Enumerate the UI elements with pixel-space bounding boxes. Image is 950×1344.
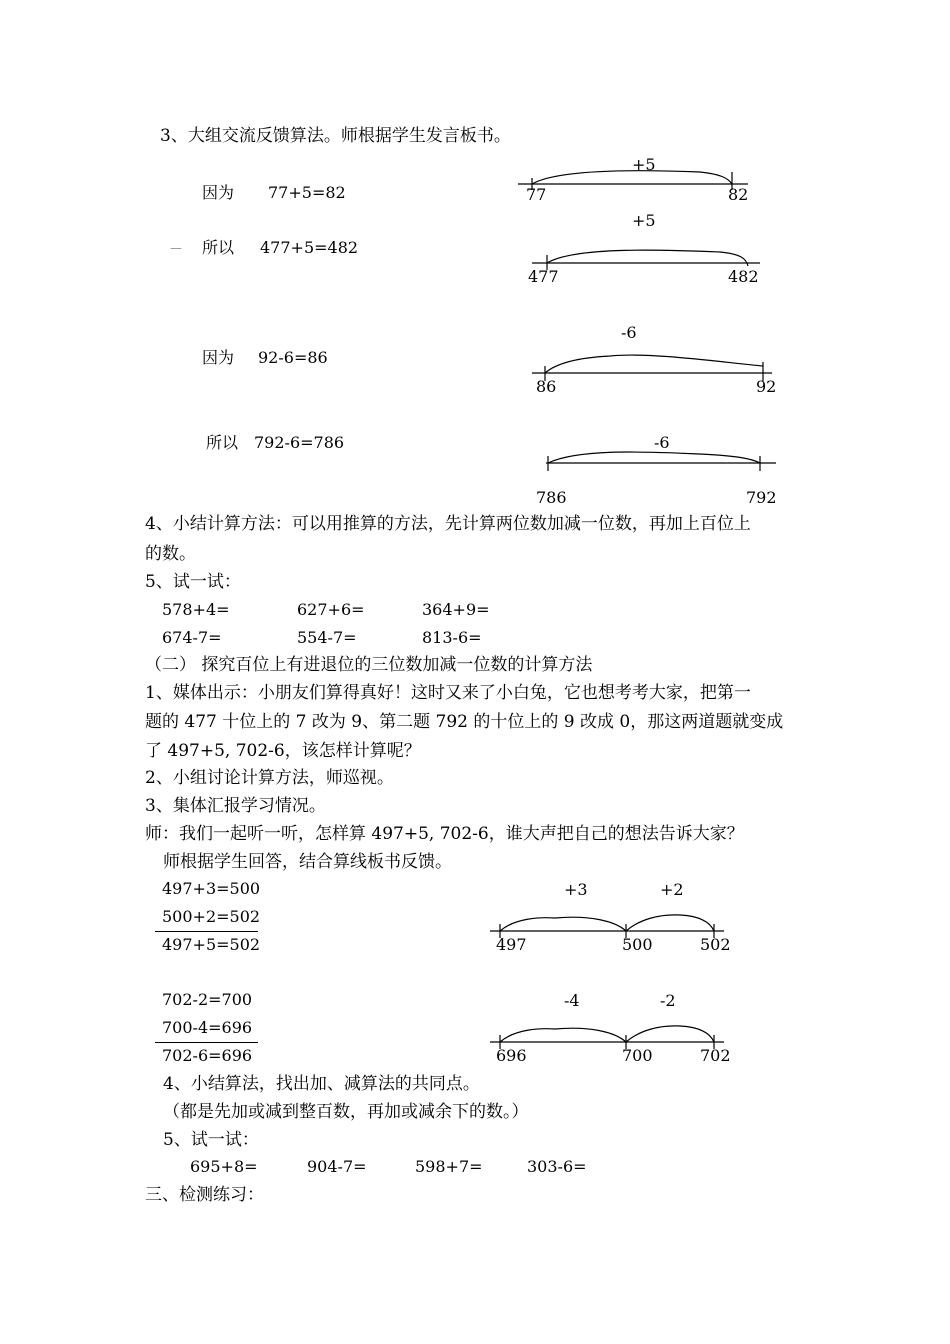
row1-word: 因为 (202, 183, 235, 202)
calcB-rule (155, 1042, 258, 1043)
number-line-786-792 (536, 433, 777, 507)
summary-method-line1: 4、小结计算方法：可以用推算的方法，先计算两位数加减一位数，再加上百位上 (145, 514, 751, 534)
nlA-tick3: 502 (700, 935, 731, 954)
summary-try-a: 695+8= (190, 1157, 258, 1176)
try-r1-c: 364+9= (422, 600, 490, 619)
nlB-tick1: 696 (496, 1046, 527, 1065)
nl2-right: 482 (728, 267, 759, 286)
nl1-op: +5 (632, 155, 656, 174)
number-line-86-92 (532, 323, 776, 396)
calcB-line2: 700-4=696 (162, 1018, 253, 1037)
try-heading: 5、试一试： (145, 572, 241, 592)
nlA-op1: +3 (564, 880, 588, 899)
nlB-op2: -2 (660, 991, 676, 1010)
part2-heading: （二） 探究百位上有进退位的三位数加减一位数的计算方法 (145, 655, 593, 675)
summary-p4b: （都是先加或减到整百数，再加或减余下的数。） (163, 1102, 529, 1122)
nl4-op: -6 (654, 433, 670, 452)
nlB-op1: -4 (564, 991, 580, 1010)
number-line-477-482 (528, 211, 760, 286)
number-line-696-702 (490, 991, 731, 1065)
try-r2-a: 674-7= (162, 628, 222, 647)
row2-equation: 477+5=482 (260, 238, 359, 257)
part2-p1-line1: 1、媒体出示：小朋友们算得真好！这时又来了小白兔，它也想考考大家，把第一 (145, 683, 751, 703)
summary-p4: 4、小结算法，找出加、减算法的共同点。 (163, 1074, 480, 1094)
calcB-line1: 702-2=700 (162, 990, 253, 1009)
section-3-heading: 3、大组交流反馈算法。师根据学生发言板书。 (160, 126, 511, 146)
nl1-left: 77 (526, 185, 547, 204)
faint-dash: — (170, 241, 182, 255)
row3-word: 因为 (202, 348, 235, 367)
calcA-line2: 500+2=502 (162, 907, 261, 926)
nl3-op: -6 (621, 323, 637, 342)
nlA-op2: +2 (660, 880, 684, 899)
number-line-497-502 (490, 880, 731, 954)
part2-p2: 2、小组讨论计算方法，师巡视。 (145, 768, 394, 788)
part2-p3: 3、集体汇报学习情况。 (145, 796, 326, 816)
calcA-line3: 497+5=502 (162, 935, 261, 954)
row3-equation: 92-6=86 (258, 348, 328, 367)
calcA-line1: 497+3=500 (162, 879, 261, 898)
summary-try-b: 904-7= (307, 1157, 367, 1176)
row4-equation: 792-6=786 (254, 433, 345, 452)
part2-teacher2: 师根据学生回答，结合算线板书反馈。 (163, 852, 452, 872)
part2-p1-line3: 了 497+5, 702-6，该怎样计算呢？ (145, 741, 421, 761)
row2-word: 所以 (202, 238, 235, 257)
try-r2-b: 554-7= (297, 628, 357, 647)
nlA-tick1: 497 (496, 935, 527, 954)
number-line-77-82 (518, 155, 748, 204)
part2-p1-line2: 题的 477 十位上的 7 改为 9、第二题 792 的十位上的 9 改成 0，那这两道题就变成 (145, 712, 784, 732)
nl3-right: 92 (756, 377, 777, 396)
section-three-heading: 三、检测练习： (145, 1185, 264, 1205)
summary-p5: 5、试一试： (163, 1130, 259, 1150)
calcB-line3: 702-6=696 (162, 1046, 253, 1065)
try-r2-c: 813-6= (422, 628, 482, 647)
nl3-left: 86 (536, 377, 557, 396)
nlB-tick3: 702 (700, 1046, 731, 1065)
try-r1-a: 578+4= (162, 600, 230, 619)
calcA-rule (155, 931, 258, 932)
part2-teacher: 师：我们一起听一听，怎样算 497+5, 702-6，谁大声把自己的想法告诉大家？ (145, 824, 744, 844)
nlA-tick2: 500 (622, 935, 653, 954)
row4-word: 所以 (206, 433, 239, 452)
nl4-left: 786 (536, 488, 567, 507)
nl4-right: 792 (746, 488, 777, 507)
try-r1-b: 627+6= (297, 600, 365, 619)
nl1-right: 82 (728, 185, 749, 204)
row1-equation: 77+5=82 (268, 183, 346, 202)
nl2-left: 477 (528, 267, 559, 286)
nlB-tick2: 700 (622, 1046, 653, 1065)
summary-method-line2: 的数。 (145, 544, 196, 564)
nl2-op: +5 (632, 211, 656, 230)
summary-try-d: 303-6= (527, 1157, 587, 1176)
summary-try-c: 598+7= (415, 1157, 483, 1176)
